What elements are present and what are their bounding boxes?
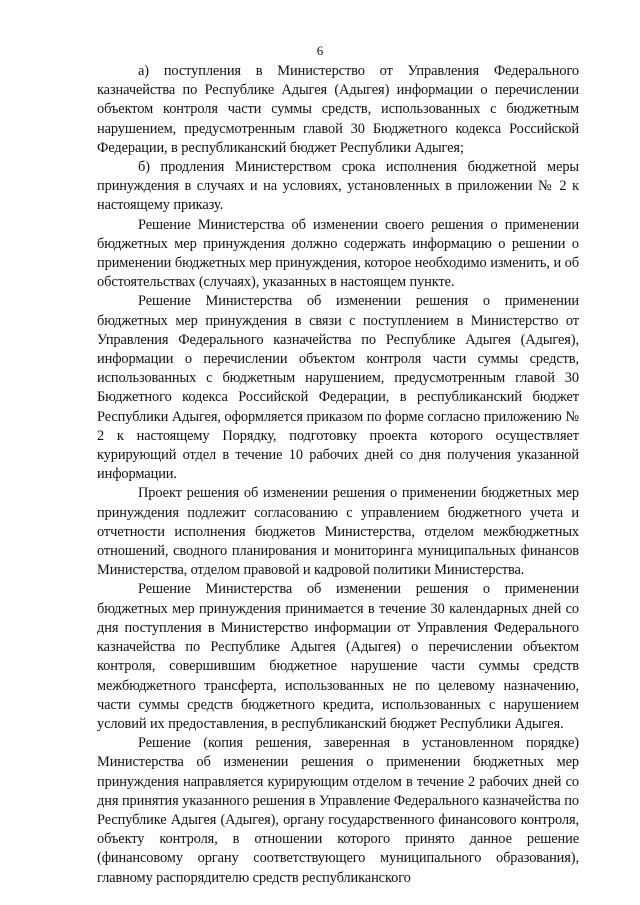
- body-text: [97, 62, 579, 888]
- paragraph-item-b: б) продления Министерством срока исполнения бюджетной меры принуждения в случаях и на условиях, установленных в приложении № 2 к настоящему приказу.: [97, 159, 579, 214]
- paragraph-decision-form: Решение Министерства об изменении решения о применении бюджетных мер принуждения в связи с поступлением в Министерство от Управления Федерального казначейства по Республике Адыгея (Адыгея), информации о перечислении объектом контроля части суммы средств, использованных с бюджетным нарушением, предусмотренным главой 30 Бюджетного кодекса Российской Федерации, в республиканский бюджет Республики Адыгея, оформляется приказом по форме согласно приложению № 2 к настоящему Порядку, подготовку проекта которого осуществляет курирующий отдел в течение 10 рабочих дней со дня получения указанной информации.: [97, 293, 579, 483]
- paragraph-decision-delivery: Решение (копия решения, заверенная в установленном порядке) Министерства об изменении решения о применении бюджетных мер принуждения направляется курирующим отделом в течение 2 рабочих дней со дня принятия указанного решения в Управление Федерального казначейства по Республике Адыгея (Адыгея), органу государственного финансового контроля, объекту контроля, в отношении которого принято данное решение (финансовому органу соответствующего муниципального образования), главному распорядителю средств республиканского: [97, 735, 579, 886]
- paragraph-decision-term: Решение Министерства об изменении решения о применении бюджетных мер принуждения принимается в течение 30 календарных дней со дня поступления в Министерство информации от Управления Федерального казначейства по Республике Адыгея (Адыгея) о перечислении объектом контроля, совершившим бюджетное нарушение части суммы средств межбюджетного трансферта, использованных не по целевому назначению, части суммы средств бюджетного кредита, использованных с нарушением условий их предоставления, в республиканский бюджет Республики Адыгея.: [97, 581, 579, 732]
- paragraph-draft-approval: Проект решения об изменении решения о применении бюджетных мер принуждения подлежит согласованию с управлением бюджетного учета и отчетности исполнения бюджетов Министерства, отделом межбюджетных отношений, сводного планирования и мониторинга муниципальных финансов Министерства, отделом правовой и кадровой политики Министерства.: [97, 485, 579, 579]
- paragraph-decision-content: Решение Министерства об изменении своего решения о применении бюджетных мер принуждения должно содержать информацию о решении о применении бюджетных мер принуждения, которое необходимо изменить, и об обстоятельствах (случаях), указанных в настоящем пункте.: [97, 216, 579, 291]
- page-number: 6: [316, 43, 324, 58]
- paragraph-item-a: а) поступления в Министерство от Управления Федерального казначейства по Республике Адыгея (Адыгея) информации о перечислении объектом контроля части суммы средств, использованных с бюджетным нарушением, предусмотренным главой 30 Бюджетного кодекса Российской Федерации, в республиканский бюджет Республики Адыгея;: [97, 63, 579, 156]
